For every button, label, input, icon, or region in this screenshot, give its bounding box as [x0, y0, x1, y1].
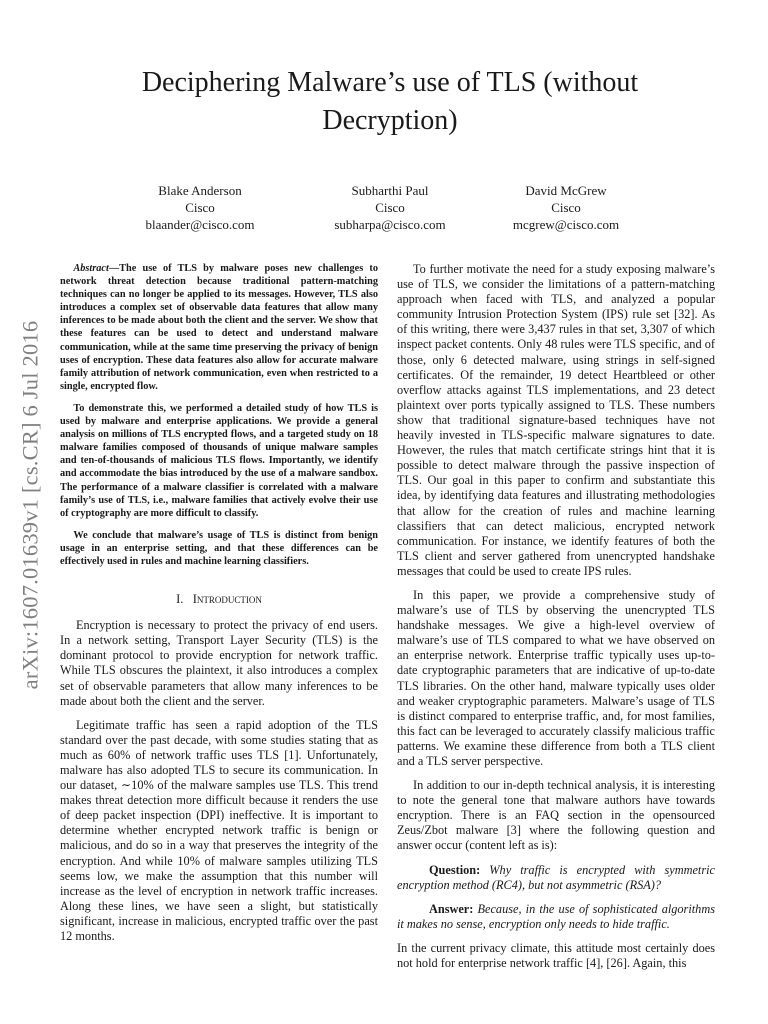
author-name: David McGrew [525, 183, 607, 198]
abstract-paragraph: To demonstrate this, we performed a detailed study of how TLS is used by malware and enterprise applications. We provide a general analysis on millions of TLS encrypted flows, and a targeted study on 18 malware families composed of thousands of unique malware samples and ten-of-thousands of malicious TLS flows. Importantly, we identify and accommodate the bias introduced by the use of a malware sandbox. The performance of a malware classifier is correlated with a malware family’s use of TLS, i.e., malware families that actively evolve their use of cryptography are more difficult to classify. [60, 402, 378, 519]
body-paragraph: In this paper, we provide a comprehensive study of malware’s use of TLS by observing the unencrypted TLS handshake messages. We give a high-level overview of malware’s use of TLS compared to what we have observed on an enterprise network. Enterprise traffic typically uses up-to-date cryptographic parameters that are indicative of up-to-date TLS libraries. On the other hand, malware typically uses older and weaker cryptographic parameters. Malware’s usage of TLS is distinct compared to enterprise traffic, and, for most families, this fact can be leveraged to accurately classify malicious traffic patterns. We examine these difference from both a TLS client and a TLS server perspective. [397, 587, 715, 768]
author-affiliation: Cisco [185, 200, 215, 215]
arxiv-identifier-stamp [10, 285, 50, 725]
author-email: subharpa@cisco.com [334, 217, 446, 232]
author-block [100, 182, 300, 233]
left-column [60, 262, 378, 953]
arxiv-identifier-text: arXiv:1607.01639v1 [cs.CR] 6 Jul 2016 [17, 320, 43, 690]
abstract [60, 262, 378, 568]
body-paragraph: In the current privacy climate, this attitude most certainly does not hold for enterprise network traffic [4], [26]. Again, this [397, 940, 715, 971]
author-name: Subharthi Paul [351, 183, 429, 198]
body-paragraph: Encryption is necessary to protect the privacy of end users. In a network setting, Transport Layer Security (TLS) is the dominant protocol to provide encryption for network traffic. While TLS obscures the plaintext, it also introduces a complex set of observable parameters that allow many inferences to be made about both the client and the server. [60, 618, 378, 708]
answer-text: Because, in the use of sophisticated algorithms it makes no sense, encryption only needs to hide traffic. [397, 901, 715, 931]
author-email: mcgrew@cisco.com [512, 217, 620, 232]
section-heading [60, 592, 378, 607]
faq-answer [397, 902, 715, 932]
author-block [290, 182, 490, 233]
author-affiliation: Cisco [551, 200, 581, 215]
body-paragraph: In addition to our in-depth technical analysis, it is interesting to note the general tone that malware authors have towards encryption. There is an FAQ section in the opensourced Zeus/Zbot malware [3] where the following question and answer occur (content left as is): [397, 778, 715, 853]
question-text: Why traffic is encrypted with symmetric encryption method (RC4), but not asymmetric (RSA)? [397, 862, 715, 892]
right-column [397, 262, 715, 980]
abstract-label: Abstract [73, 263, 109, 274]
faq-question [397, 863, 715, 893]
body-paragraph: Legitimate traffic has seen a rapid adoption of the TLS standard over the past decade, with some studies stating that as much as 60% of network traffic uses TLS [1]. Unfortunately, malware has also adopted TLS to secure its communication. In our dataset, ∼10% of the malware samples use TLS. This trend makes threat detection more difficult because it renders the use of deep packet inspection (DPI) ineffective. It is important to determine whether encrypted network traffic is benign or malicious, and do so in a way that preserves the integrity of the encryption. And while 10% of malware samples utilizing TLS seems low, we make the assumption that this number will increase as the level of encryption in network traffic increases. Along these lines, we have seen a slight, but statistically significant, increase in malicious, encrypted traffic over the past 12 months. [60, 717, 378, 944]
author-email: blaander@cisco.com [145, 217, 255, 232]
section-number: I. [176, 592, 184, 607]
author-list [0, 182, 768, 242]
section-title: Introduction [192, 592, 262, 607]
question-label: Question: [428, 862, 481, 877]
author-name: Blake Anderson [158, 183, 242, 198]
paper-title: Deciphering Malware’s use of TLS (without Decryption) [141, 67, 639, 136]
abstract-text: —The use of TLS by malware poses new challenges to network threat detection because traditional pattern-matching techniques can no longer be applied to its messages. However, TLS also introduces a complex set of observable data features that allow many inferences to be made about both the client and the server. We show that these features can be used to detect and understand malware communication, while at the same time preserving the privacy of benign uses of encryption. These data features also allow for accurate malware family attribution of network communication, even when restricted to a single, encrypted flow. [60, 263, 378, 392]
answer-label: Answer: [428, 901, 474, 916]
author-affiliation: Cisco [375, 200, 405, 215]
author-block [466, 182, 666, 233]
body-paragraph: To further motivate the need for a study exposing malware’s use of TLS, we consider the limitations of a pattern-matching approach when faced with TLS, and analyzed a popular community Intrusion Protection System (IPS) rule set [32]. As of this writing, there were 3,437 rules in that set, 3,307 of which inspect packet contents. Only 48 rules were TLS specific, and of those, only 6 detected malware, using strings in self-signed certificates. Of the remainder, 19 detect Heartbleed or other overflow attacks against TLS implementations, and 23 detect plaintext over ports typically assigned to TLS. These numbers show that traditional signature-based techniques have not heavily invested in TLS-specific malware signatures to date. However, the rules that match certificate strings hint that it is possible to detect malware through the passive inspection of TLS. Our goal in this paper to confirm and substantiate this idea, by identifying data features and illustrating methodologies that allow for the creation of rules and machine learning classifiers that can detect malicious, encrypted network communication. For instance, we identify features of both the TLS client and server gathered from unencrypted handshake messages that could be used to create IPS rules. [397, 262, 715, 578]
abstract-paragraph [60, 262, 378, 393]
abstract-paragraph: We conclude that malware’s usage of TLS is distinct from benign usage in an enterprise setting, and that these differences can be effectively used in rules and machine learning classifiers. [60, 529, 378, 567]
